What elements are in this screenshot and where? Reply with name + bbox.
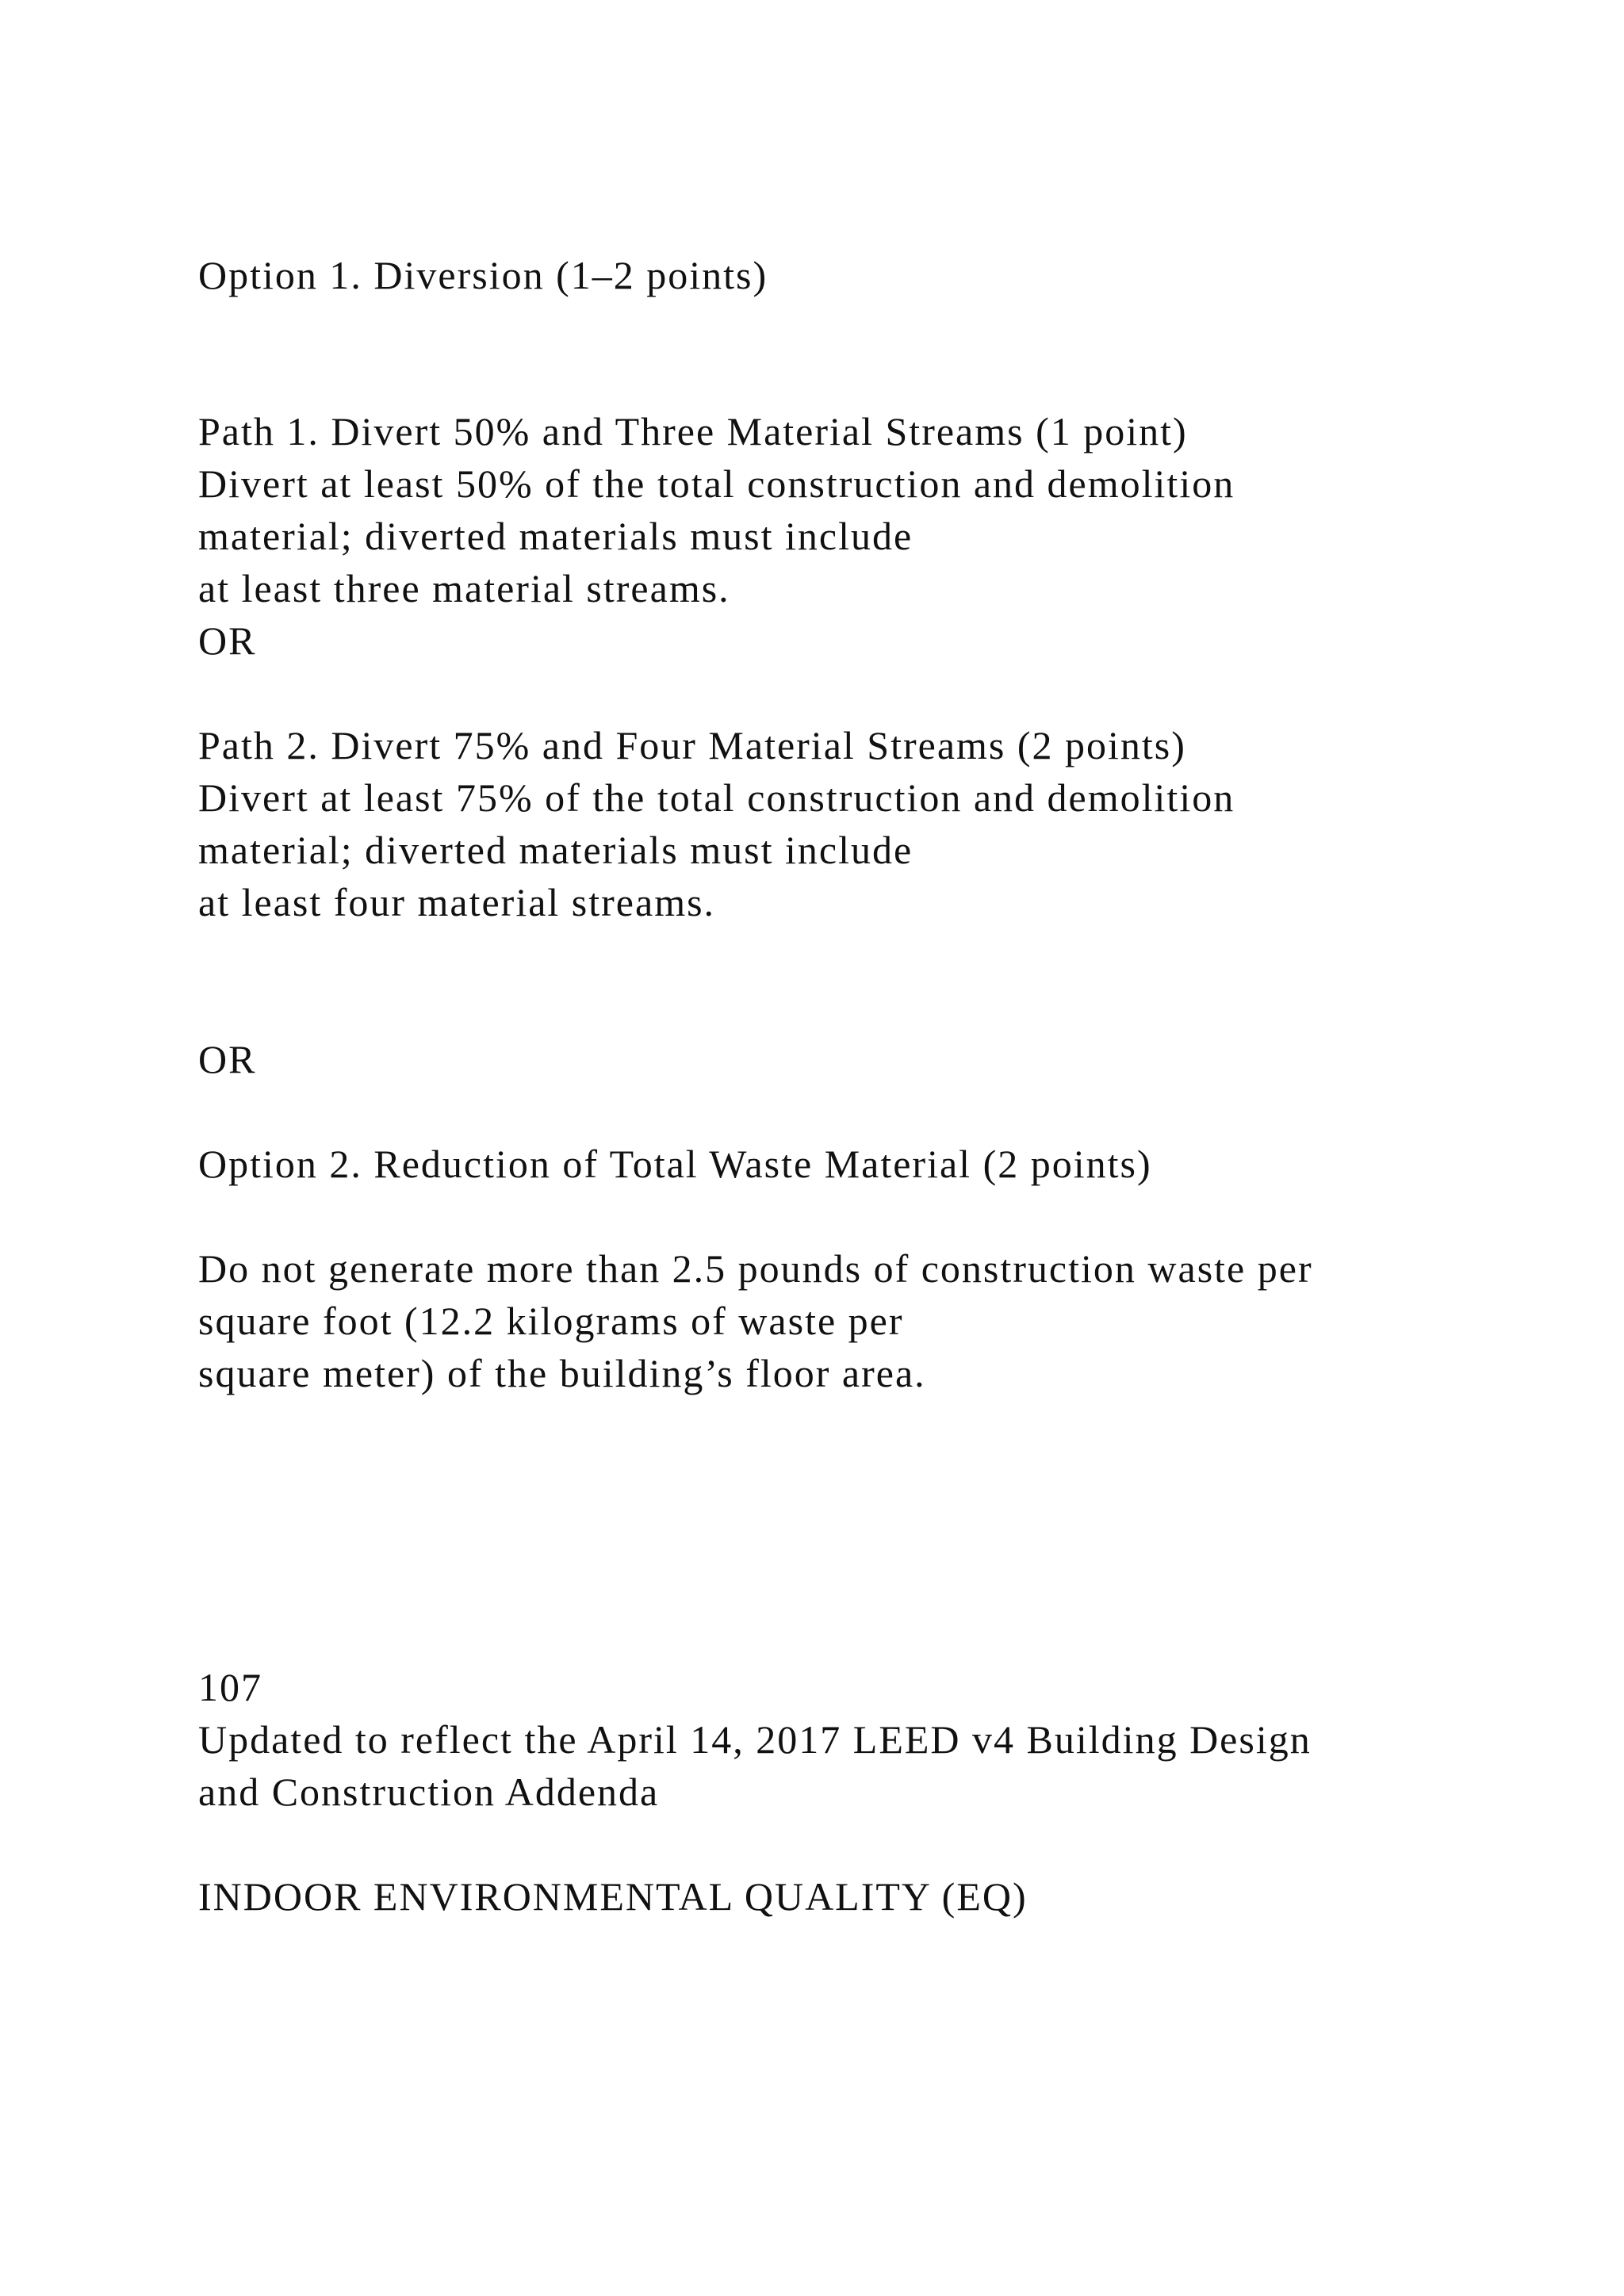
option-1-heading: Option 1. Diversion (1–2 points)	[198, 253, 768, 297]
path-1-text-line-2: material; diverted materials must include	[198, 514, 914, 558]
section-heading: INDOOR ENVIRONMENTAL QUALITY (EQ)	[198, 1874, 1028, 1919]
option-2-text-line-3: square meter) of the building’s floor area.	[198, 1351, 926, 1395]
or-between-options: OR	[198, 1037, 257, 1081]
or-between-paths: OR	[198, 618, 257, 663]
path-2-text-line-3: at least four material streams.	[198, 880, 716, 924]
addenda-note-line-2: and Construction Addenda	[198, 1770, 660, 1814]
path-2-text-line-1: Divert at least 75% of the total construction and demolition	[198, 775, 1235, 820]
option-2-heading: Option 2. Reduction of Total Waste Material (2 points)	[198, 1142, 1152, 1186]
addenda-note-line-1: Updated to reflect the April 14, 2017 LEED v4 Building Design	[198, 1717, 1312, 1762]
option-2-text-line-1: Do not generate more than 2.5 pounds of construction waste per	[198, 1246, 1313, 1291]
path-1-text-line-1: Divert at least 50% of the total construction and demolition	[198, 461, 1235, 506]
path-1-text-line-3: at least three material streams.	[198, 566, 730, 610]
page-number: 107	[198, 1665, 262, 1709]
option-2-text-line-2: square foot (12.2 kilograms of waste per	[198, 1299, 904, 1343]
path-2-heading: Path 2. Divert 75% and Four Material Streams (2 points)	[198, 723, 1186, 767]
path-2-text-line-2: material; diverted materials must include	[198, 828, 914, 872]
path-1-heading: Path 1. Divert 50% and Three Material Streams (1 point)	[198, 409, 1188, 453]
